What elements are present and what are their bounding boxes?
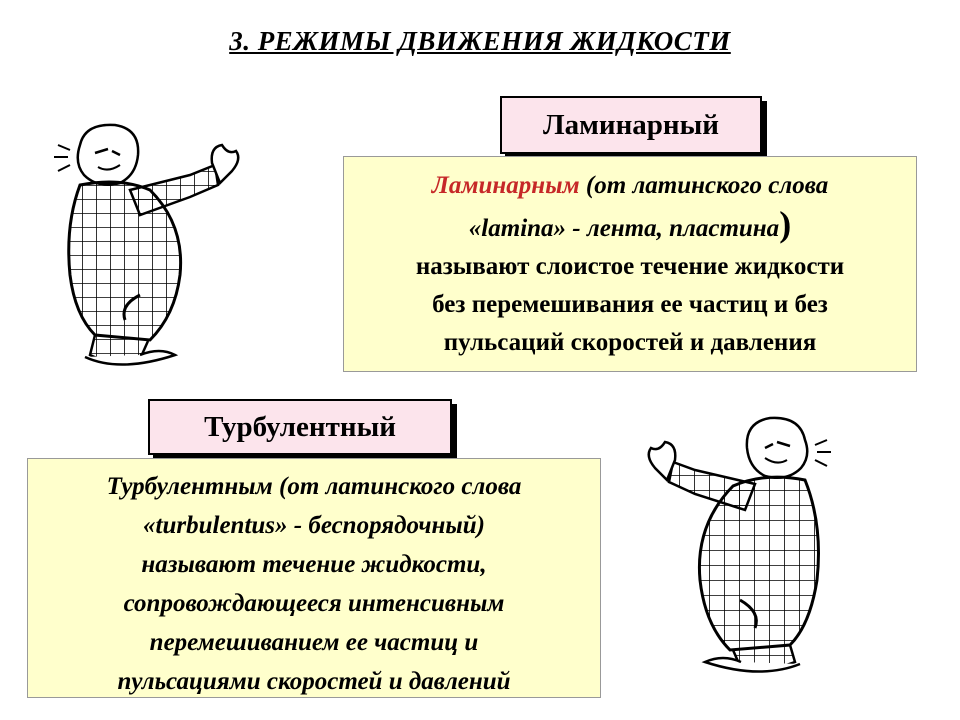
turbulent-line: «turbulentus» - беспорядочный): [143, 512, 485, 539]
page-title: 3. РЕЖИМЫ ДВИЖЕНИЯ ЖИДКОСТИ: [229, 26, 731, 56]
turbulent-definition: [27, 458, 601, 698]
turbulent-line: называют течение жидкости,: [141, 551, 487, 578]
laminar-man-illustration: [40, 115, 260, 375]
turbulent-line: пульсациями скоростей и давлений: [117, 668, 511, 695]
turbulent-line: Турбулентным (от латинского слова: [106, 473, 522, 500]
laminar-term: Ламинарным: [431, 172, 580, 199]
laminar-definition: [343, 156, 917, 372]
laminar-line5: пульсаций скоростей и давления: [443, 329, 817, 356]
laminar-line1-rest: (от латинского слова: [579, 172, 829, 199]
laminar-label: Ламинарный: [500, 96, 762, 154]
laminar-line4: без перемешивания ее частиц и без: [432, 291, 828, 318]
laminar-line2: «lamina» - лента, пластина: [468, 215, 780, 242]
turbulent-label: Турбулентный: [148, 399, 452, 455]
turbulent-line: сопровождающееся интенсивным: [123, 590, 505, 617]
laminar-line3: называют слоистое течение жидкости: [415, 253, 845, 280]
laminar-paren: ): [779, 204, 792, 244]
turbulent-line: перемешиванием ее частиц и: [149, 629, 479, 656]
turbulent-man-illustration: [630, 400, 845, 680]
